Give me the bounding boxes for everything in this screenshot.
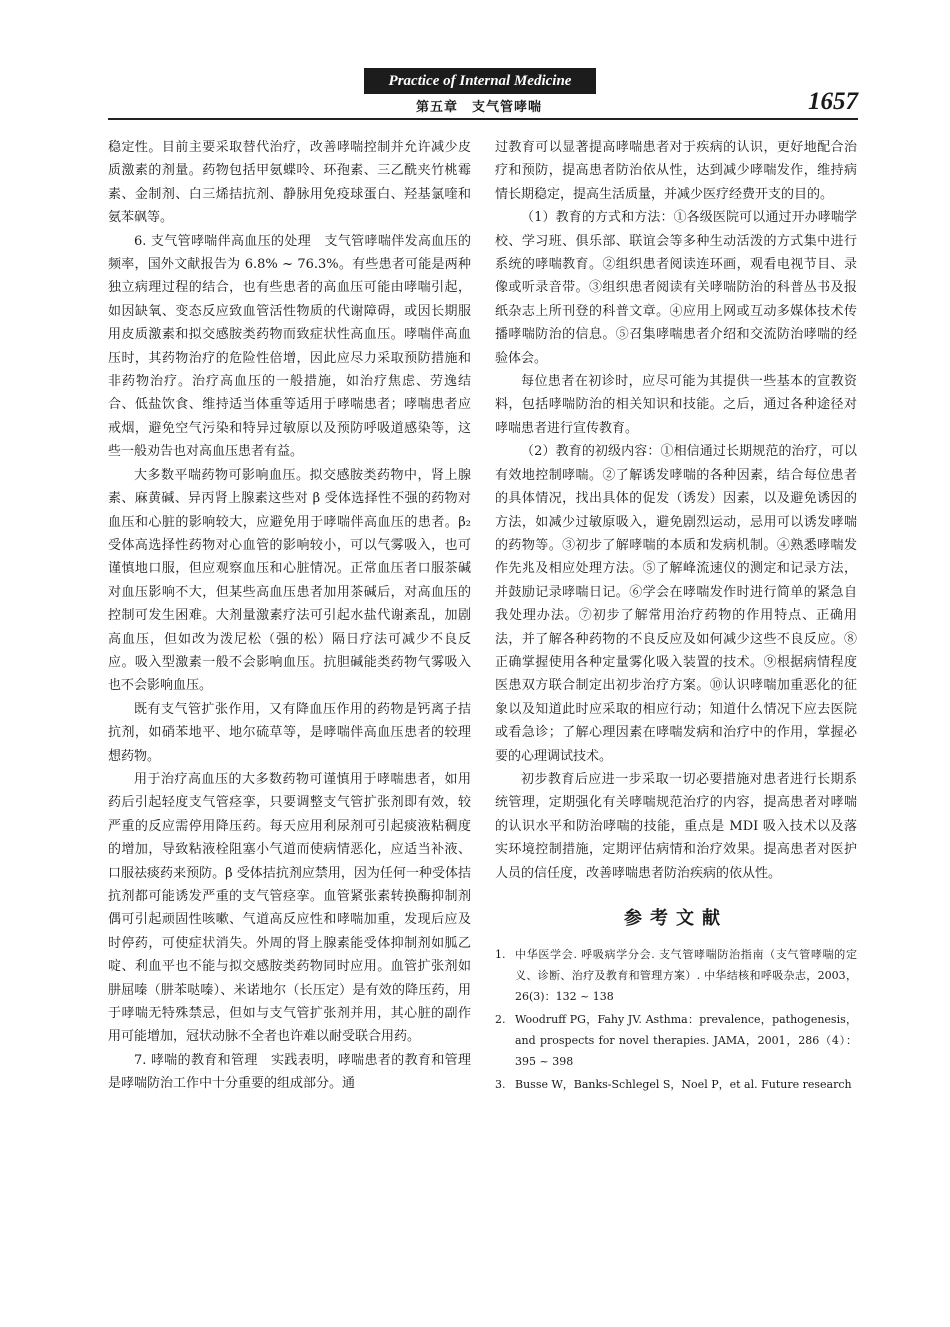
right-column: [495, 136, 857, 1097]
paragraph: 用于治疗高血压的大多数药物可谨慎用于哮喘患者，如用药后引起轻度支气管痉挛，只要调整支气管扩张剂即有效，较严重的反应需停用降压药。每天应用利尿剂可引起痰液粘稠度的增加，导致粘液栓阻塞小气道而使病情恶化，应适当补液、口服祛痰药来预防。β 受体拮抗剂应禁用，因为任何一种受体拮抗剂都可能诱发严重的支气管痉挛。血管紧张素转换酶抑制剂偶可引起顽固性咳嗽、气道高反应性和哮喘加重，发现后应及时停药，可使症状消失。外周的肾上腺素能受体抑制剂如胍乙啶、利血平也不能与拟交感胺类药物同时应用。血管扩张剂如肼屈嗪（肼苯哒嗪）、米诺地尔（长压定）是有效的降压药，用于哮喘无特殊禁忌，但如与支气管扩张剂并用，其心脏的副作用可能增加，冠状动脉不全者也许难以耐受联合用药。: [108, 771, 471, 1045]
header-rule: [108, 118, 858, 120]
paragraph: 初步教育后应进一步采取一切必要措施对患者进行长期系统管理，定期强化有关哮喘规范治疗的内容，提高患者对哮喘的认识水平和防治哮喘的技能，重点是 MDI 吸入技术以及落实环境控制措施，定期评估病情和治疗效果。提高患者对医护人员的信任度，改善哮喘患者防治疾病的依从性。: [495, 771, 857, 881]
paragraph: 过教育可以显著提高哮喘患者对于疾病的认识，更好地配合治疗和预防，提高患者防治依从性，达到减少哮喘发作，维持病情长期稳定，提高生活质量，并减少医疗经费开支的目的。: [495, 140, 857, 202]
journal-banner: Practice of Internal Medicine: [364, 68, 596, 94]
paragraph: 每位患者在初诊时，应尽可能为其提供一些基本的宣教资料，包括哮喘防治的相关知识和技能。之后，通过各种途径对哮喘患者进行宣传教育。: [495, 374, 857, 436]
reference-text: 中华医学会. 呼吸病学分会. 支气管哮喘防治指南（支气管哮喘的定义、诊断、治疗及教育和管理方案）. 中华结核和呼吸杂志，2003，26(3)：132 ~ 138: [515, 948, 857, 1004]
paragraph: 稳定性。目前主要采取替代治疗，改善哮喘控制并允许减少皮质激素的剂量。药物包括甲氨蝶呤、环孢素、三乙酰夹竹桃霉素、金制剂、白三烯拮抗剂、静脉用免疫球蛋白、羟基氯喹和氨苯砜等。: [108, 140, 471, 226]
paragraph: 6. 支气管哮喘伴高血压的处理 支气管哮喘伴发高血压的频率，国外文献报告为 6.8% ~ 76.3%。有些患者可能是两种独立病理过程的结合，也有些患者的高血压可能由哮喘引起，如因缺氧、变态反应致血管活性物质的代谢障碍，或因长期服用皮质激素和拟交感胺类药物而致症状性高血压。哮喘伴高血压时，其药物治疗的危险性倍增，因此应尽力采取预防措施和非药物治疗。治疗高血压的一般措施，如治疗焦虑、劳逸结合、低盐饮食、维持适当体重等适用于哮喘患者；哮喘患者应戒烟，避免空气污染和特异过敏原以及预防呼吸道感染等，这些一般劝告也对高血压患者有益。: [108, 233, 471, 460]
reference-item: [495, 944, 857, 1007]
paragraph: 大多数平喘药物可影响血压。拟交感胺类药物中，肾上腺素、麻黄碱、异丙肾上腺素这些对 β 受体选择性不强的药物对血压和心脏的影响较大，应避免用于哮喘伴高血压的患者。β₂ 受体高选择性药物对心血管的影响较小，可以气雾吸入，也可谨慎地口服，但应观察血压和心脏情况。正常血压者口服茶碱对血压影响不大，但某些高血压患者加用茶碱后，对高血压的控制可发生困难。大剂量激素疗法可引起水盐代谢紊乱，加剧高血压，但如改为泼尼松（强的松）隔日疗法可减少不良反应。吸入型激素一般不会影响血压。抗胆碱能类药物气雾吸入也不会影响血压。: [108, 467, 471, 694]
reference-number: 2.: [495, 1013, 506, 1027]
reference-item: [495, 1074, 857, 1095]
reference-text: Busse W，Banks-Schlegel S，Noel P，et al. Future research: [515, 1078, 852, 1092]
paragraph: 既有支气管扩张作用，又有降血压作用的药物是钙离子拮抗剂，如硝苯地平、地尔硫草等，是哮喘伴高血压患者的较理想药物。: [108, 701, 471, 764]
reference-number: 3.: [495, 1078, 506, 1092]
paragraph: 7. 哮喘的教育和管理 实践表明，哮喘患者的教育和管理是哮喘防治工作中十分重要的组成部分。通: [108, 1052, 471, 1092]
paragraph: （2）教育的初级内容：①相信通过长期规范的治疗，可以有效地控制哮喘。②了解诱发哮喘的各种因素，结合每位患者的具体情况，找出具体的促发（诱发）因素，以及避免诱因的方法，如减少过敏原吸入，避免剧烈运动，忌用可以诱发哮喘的药物等。③初步了解哮喘的本质和发病机制。④熟悉哮喘发作先兆及相应处理方法。⑤了解峰流速仪的测定和记录方法，并鼓励记录哮喘日记。⑥学会在哮喘发作时进行简单的紧急自我处理办法。⑦初步了解常用治疗药物的作用特点、正确用法，并了解各种药物的不良反应及如何减少这些不良反应。⑧正确掌握使用各种定量雾化吸入装置的技术。⑨根据病情程度医患双方联合制定出初步治疗方案。⑩认识哮喘加重恶化的征象以及知道此时应采取的相应行动；知道什么情况下应去医院或看急诊；了解心理因素在哮喘发病和治疗中的作用，掌握必要的心理调试技术。: [495, 444, 857, 764]
paragraph: （1）教育的方式和方法：①各级医院可以通过开办哮喘学校、学习班、俱乐部、联谊会等多种生动活泼的方式集中进行系统的哮喘教育。②组织患者阅读连环画，观看电视节目、录像或听录音带。③组织患者阅读有关哮喘防治的科普丛书及报纸杂志上所刊登的科普文章。④应用上网或互动多媒体技术传播哮喘防治的信息。⑤召集哮喘患者介绍和交流防治哮喘的经验体会。: [495, 210, 857, 366]
left-column: [108, 136, 471, 1096]
reference-number: 1.: [495, 948, 506, 962]
reference-text: Woodruff PG，Fahy JV. Asthma：prevalence，pathogenesis，and prospects for novel therapies. JAMA，2001，286（4）：395 ~ 398: [515, 1013, 857, 1069]
reference-item: [495, 1009, 857, 1072]
references-title: 参考文献: [624, 908, 728, 929]
page-number: 1657: [808, 88, 858, 115]
chapter-title: 第五章 支气管哮喘: [416, 100, 543, 115]
